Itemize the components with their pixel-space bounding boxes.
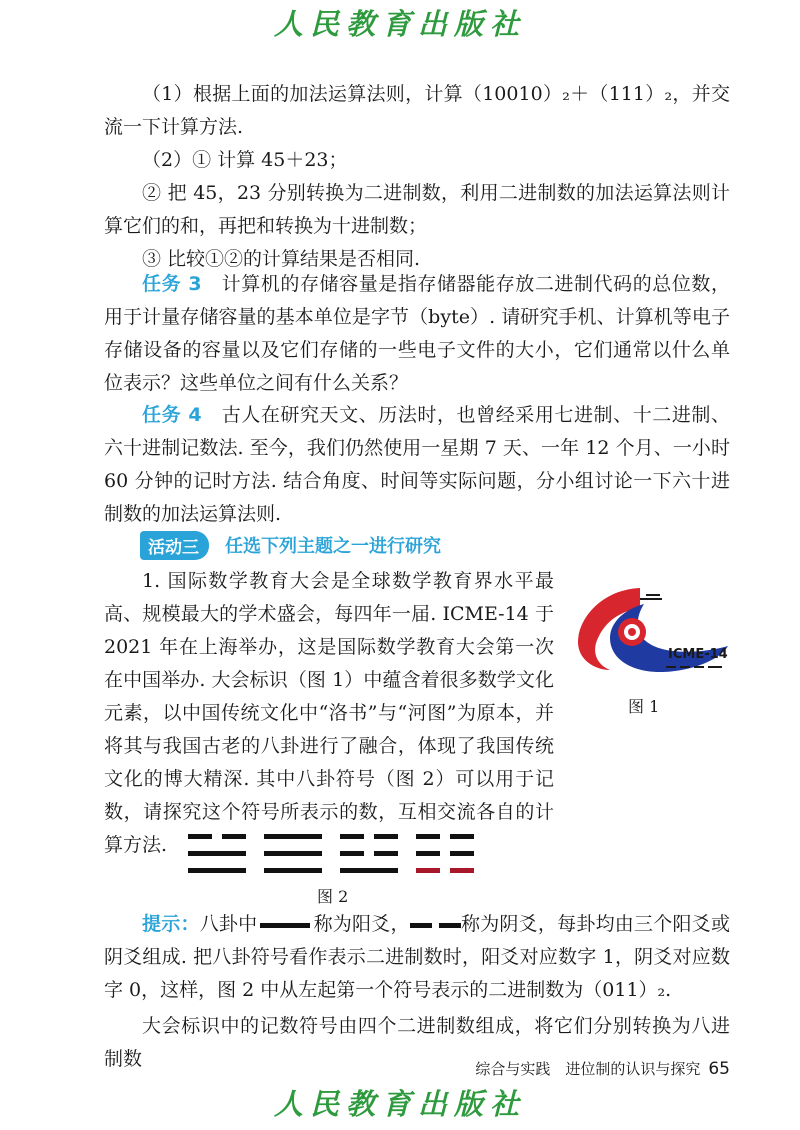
activity-heading [140,530,441,560]
hint-text-c: 称为阴爻，每卦均由三个阳爻或阴爻组成. 把八卦符号看作表示二进制数时，阳爻对应数字 1，阴爻对应数字 0，这样，图 2 中从左起第一个符号表示的二进制数为（011）₂. [104,913,730,1001]
trigram-3-line-3-yang [340,868,398,873]
task-4-label: 任务 4 [142,404,202,426]
trigram-4-icon [416,834,474,873]
trigram-1-line-1-yin [222,834,246,839]
closing-paragraph: 大会标识中的记数符号由四个二进制数组成，将它们分别转换为八进制数 [104,1015,730,1070]
trigram-4-line-1-yin [416,834,440,839]
trigram-1-line-2-yang [188,851,246,856]
yin-line-icon-right [439,923,461,928]
page-number: 65 [708,1059,730,1079]
trigram-3-line-1-yin [374,834,398,839]
task-3-label: 任务 3 [142,273,202,295]
trigram-3-line-2-yin [374,851,398,856]
trigram-4-line-3-yin [450,868,474,873]
task-4-text: 古人在研究天文、历法时，也曾经采用七进制、十二进制、六十进制记数法. 至今，我们仍然使用一星期 7 天、一年 12 个月、一小时 60 分钟的记时方法. 结合角度、时间等实际问题，分小组讨论一下六十进制数的加法运算法则. [104,404,730,525]
question-2-part-2: ② 把 45，23 分别转换为二进制数，利用二进制数的加法运算法则计算它们的和，再把和转换为十进制数； [104,182,730,237]
trigram-3-line-2-yin [340,851,364,856]
trigram-4-line-3-yin [416,868,440,873]
page-footer [470,1058,730,1079]
trigram-1-line-3-yang [188,868,246,873]
trigram-1-line-1-yin [188,834,212,839]
hint-label: 提示： [142,913,200,935]
logo-text: ICME-14 [668,647,728,662]
publisher-header: 人民教育出版社 [273,7,526,41]
trigram-2-line-1-yang [264,834,322,839]
figure-1-caption: 图 1 [628,697,660,716]
hint-paragraph [104,908,730,1007]
question-1: （1）根据上面的加法运算法则，计算（10010）₂＋（111）₂，并交流一下计算方法. [104,83,730,138]
trigram-figure [188,830,488,880]
trigram-1-icon [188,834,246,873]
trigram-4-line-1-yin [450,834,474,839]
publisher-footer: 人民教育出版社 [273,1087,526,1121]
icme-14-logo [570,580,730,680]
hint-text-a: 八卦中 [199,913,258,935]
question-2-part-3: ③ 比较①②的计算结果是否相同. [142,248,421,270]
figure-2-caption: 图 2 [317,887,349,906]
trigram-2-icon [264,834,322,873]
hint-text-b: 称为阳爻， [313,913,410,935]
question-2-part-1: （2）① 计算 45＋23； [142,149,348,171]
trigram-3-line-1-yin [340,834,364,839]
trigram-2-line-2-yang [264,851,322,856]
task-3 [104,268,730,400]
footer-section: 综合与实践 进位制的认识与探究 [475,1060,701,1078]
activity-badge: 活动三 [140,531,209,560]
trigram-3-icon [340,834,398,873]
trigram-4-line-2-yin [416,851,440,856]
task-3-text: 计算机的存储容量是指存储器能存放二进制代码的总位数，用于计量存储容量的基本单位是字节（byte）. 请研究手机、计算机等电子存储设备的容量以及它们存储的一些电子文件的大小，它们通常以什么单位表示？这些单位之间有什么关系？ [104,273,730,394]
task-4 [104,399,730,531]
activity-title: 任选下列主题之一进行研究 [225,536,441,557]
trigram-2-line-3-yang [264,868,322,873]
trigram-4-line-2-yin [450,851,474,856]
yang-line-icon [260,923,310,928]
icme-paragraph: 1. 国际数学教育大会是全球数学教育界水平最高、规模最大的学术盛会，每四年一届. ICME-14 于 2021 年在上海举办，这是国际数学教育大会第一次在中国举办. 大会标识（图 1）中蕴含着很多数学文化元素，以中国传统文化中“洛书”与“河图”为原本，并将其与我国古老的八卦进行了融合，体现了我国传统文化的博大精深. 其中八卦符号（图 2）可以用于记数，请探究这个符号所表示的数，互相交流各自的计算方法. [104,570,554,856]
yin-line-icon-left [410,923,432,928]
